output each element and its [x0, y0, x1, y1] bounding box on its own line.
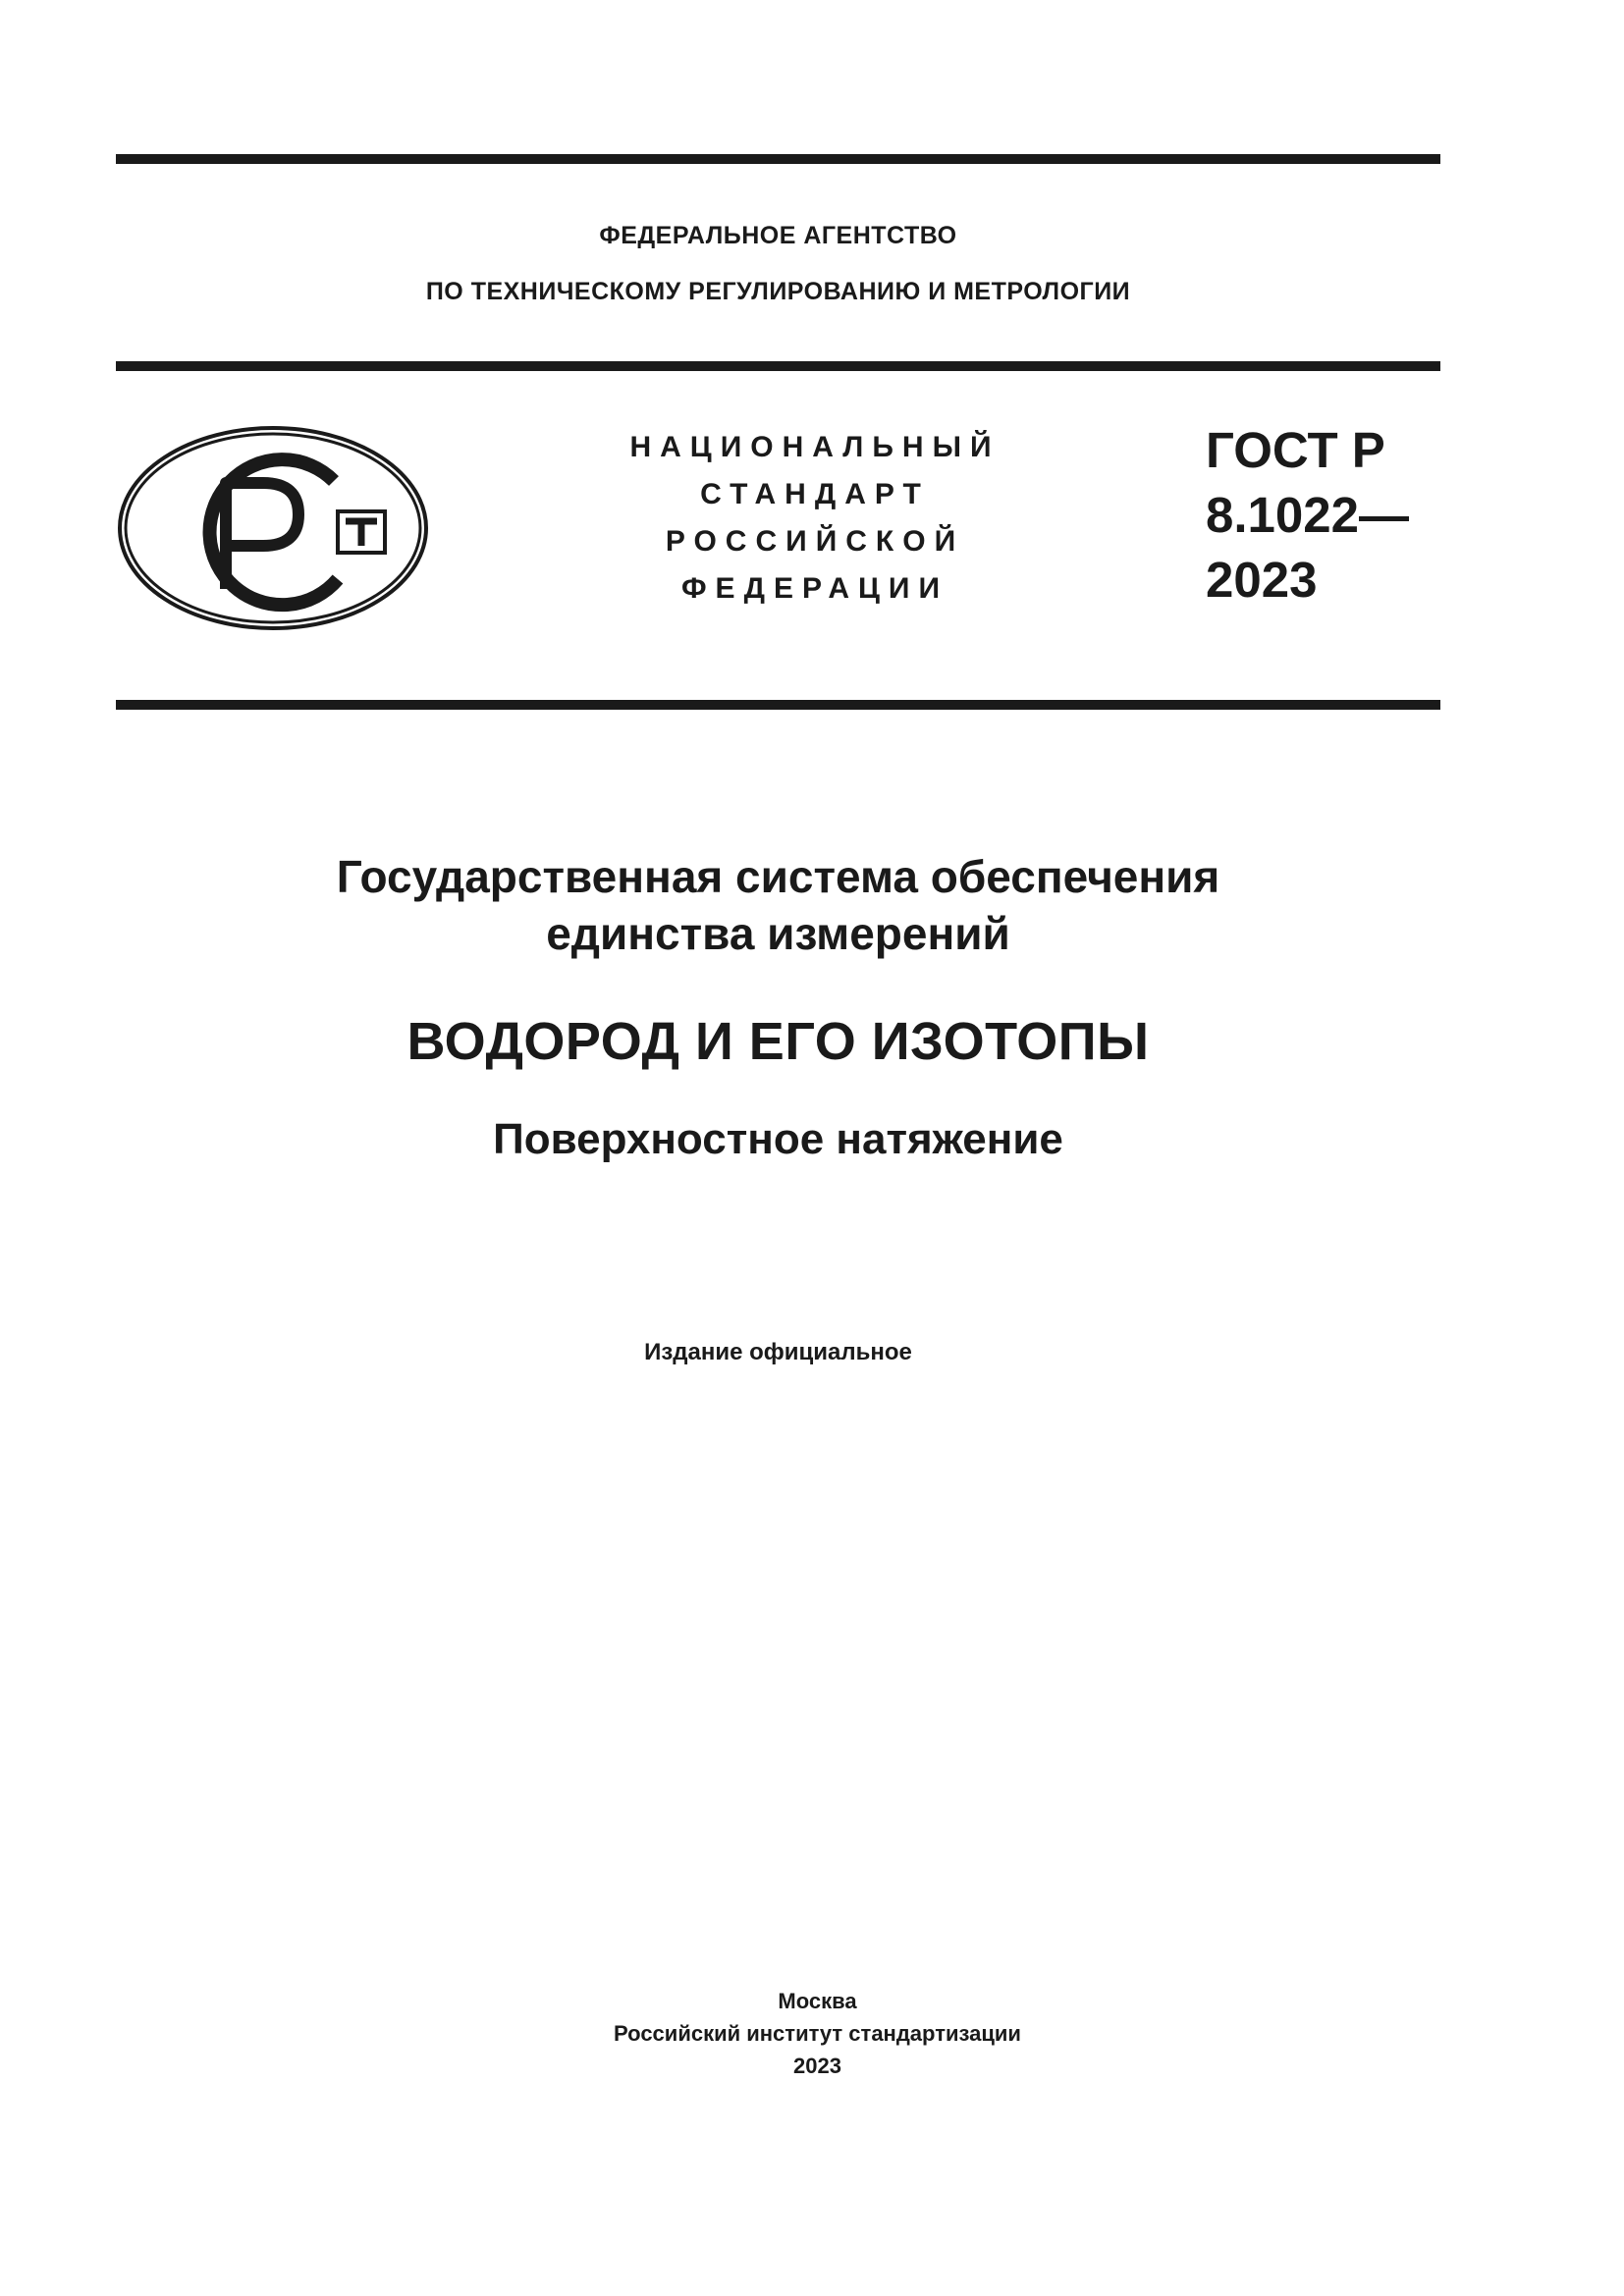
gost-line-2: 8.1022— — [1206, 487, 1409, 543]
imprint-publisher: Российский институт стандартизации — [614, 2021, 1021, 2046]
header-rule — [116, 361, 1440, 371]
title-line-1: Государственная система обеспечения — [336, 851, 1220, 902]
gost-line-3: 2023 — [1206, 552, 1318, 608]
title-line-2: единства измерений — [546, 908, 1010, 959]
imprint-year: 2023 — [793, 2054, 841, 2078]
national-standard-line-1: НАЦИОНАЛЬНЫЙ — [629, 431, 1001, 463]
agency-line-2: ПО ТЕХНИЧЕСКОМУ РЕГУЛИРОВАНИЮ И МЕТРОЛОГИИ — [425, 278, 1131, 305]
top-rule — [116, 154, 1440, 164]
main-title: ВОДОРОД И ЕГО ИЗОТОПЫ — [406, 1012, 1150, 1071]
national-standard-line-4: ФЕДЕРАЦИИ — [680, 572, 949, 605]
rst-mark-icon — [116, 424, 430, 632]
national-standard-line-2: СТАНДАРТ — [700, 478, 930, 510]
agency-line-1: ФЕДЕРАЛЬНОЕ АГЕНТСТВО — [599, 222, 957, 249]
edition-label: Издание официальное — [644, 1339, 912, 1365]
standard-rule — [116, 700, 1440, 710]
imprint-city: Москва — [778, 1989, 857, 2013]
subtitle: Поверхностное натяжение — [493, 1115, 1063, 1163]
gost-line-1: ГОСТ Р — [1206, 422, 1385, 478]
national-standard-line-3: РОССИЙСКОЙ — [665, 525, 965, 558]
